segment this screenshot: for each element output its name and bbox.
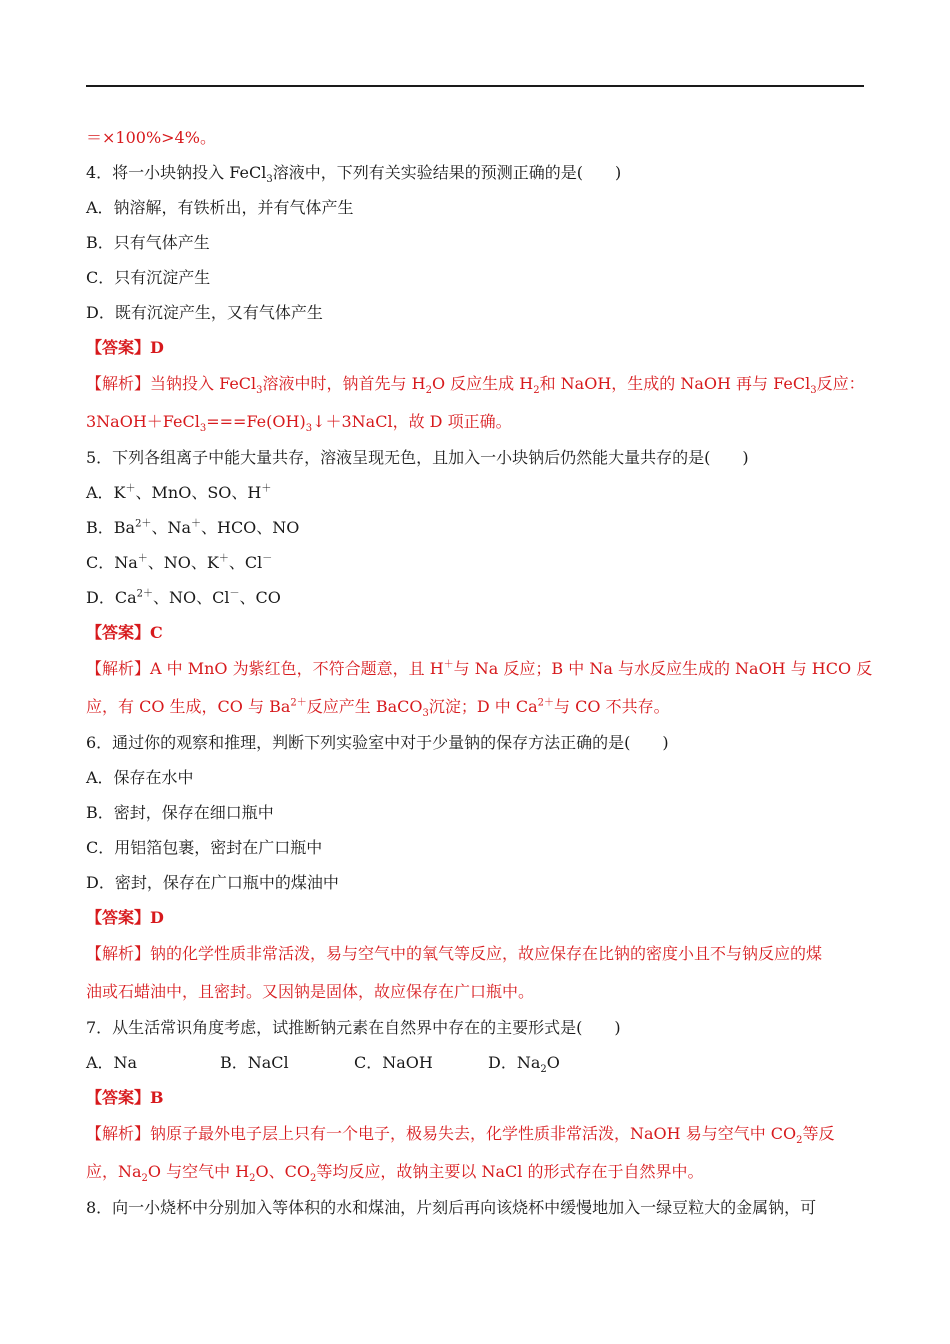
q7-explanation-2: 应，$Na_2O$ 与空气中 $H_2O$、$CO_2$等均反应，故钠主要以 NaCl 的形式存在于自然界中。 — [86, 1161, 704, 1184]
q7-option-b: B．NaCl — [220, 1053, 289, 1072]
document-body — [86, 120, 873, 1225]
continuation-line: ＝×100%>4%。 — [86, 128, 216, 147]
q4-explanation-2: $3NaOH+FeCl_3===Fe(OH)_3↓+3NaCl$，故 D 项正确。 — [86, 411, 512, 434]
q7-option-d: D．$Na_2O$ — [488, 1053, 560, 1076]
q5-stem: 5．下列各组离子中能大量共存，溶液呈现无色，且加入一小块钠后仍然能大量共存的是( ) — [86, 448, 749, 467]
q6-option-c: C．用铝箔包裹，密封在广口瓶中 — [86, 838, 323, 857]
q5-option-a: A．K＋、MnO、SO、H＋ — [86, 483, 272, 502]
q6-option-d: D．密封，保存在广口瓶中的煤油中 — [86, 873, 339, 892]
q7-stem: 7．从生活常识角度考虑，试推断钠元素在自然界中存在的主要形式是( ) — [86, 1018, 621, 1037]
q7-answer: 【答案】B — [86, 1088, 164, 1107]
q4-answer: 【答案】D — [86, 338, 164, 357]
q5-option-c: C．Na＋、NO、K＋、Cl－ — [86, 553, 273, 572]
q6-option-b: B．密封，保存在细口瓶中 — [86, 803, 274, 822]
q5-explanation-2: 应，有 CO 生成，CO 与 $Ba^{2+}$反应产生 BaCO$_3$沉淀；D 中 $Ca^{2+}$与 CO 不共存。 — [86, 696, 670, 719]
q4-stem: 4．将一小块钠投入 FeCl$_3$溶液中，下列有关实验结果的预测正确的是( ) — [86, 163, 622, 186]
q8-stem: 8．向一小烧杯中分别加入等体积的水和煤油，片刻后再向该烧杯中缓慢地加入一绿豆粒大的金属钠，可 — [86, 1198, 817, 1217]
q4-option-a: A．钠溶解，有铁析出，并有气体产生 — [86, 198, 354, 217]
q4-option-b: B．只有气体产生 — [86, 233, 210, 252]
q4-option-d: D．既有沉淀产生，又有气体产生 — [86, 303, 323, 322]
q5-answer: 【答案】C — [86, 623, 163, 642]
header-rule — [86, 85, 864, 87]
q5-option-b: B．$Ba^{2+}$、Na＋、HCO、NO — [86, 518, 300, 537]
q4-option-c: C．只有沉淀产生 — [86, 268, 211, 287]
q7-option-a: A．Na — [86, 1053, 138, 1072]
q5-explanation-1: 【解析】A 中 MnO 为紫红色，不符合题意，且 H＋与 Na 反应；B 中 Na 与水反应生成的 NaOH 与 HCO 反 — [86, 659, 873, 678]
q6-stem: 6．通过你的观察和推理，判断下列实验室中对于少量钠的保存方法正确的是( ) — [86, 733, 669, 752]
q7-explanation-1: 【解析】钠原子最外电子层上只有一个电子，极易失去，化学性质非常活泼，NaOH 易与空气中 $CO_2$等反 — [86, 1124, 835, 1147]
q4-explanation-1: 【解析】当钠投入 FeCl$_3$溶液中时，钠首先与 $H_2O$ 反应生成 $H_2$和 NaOH，生成的 NaOH 再与 FeCl$_3$反应： — [86, 374, 865, 397]
q7-option-c: C．NaOH — [354, 1053, 433, 1072]
q5-option-d: D．$Ca^{2+}$、NO、Cl－、CO — [86, 588, 281, 607]
q6-option-a: A．保存在水中 — [86, 768, 194, 787]
q6-explanation-2: 油或石蜡油中，且密封。又因钠是固体，故应保存在广口瓶中。 — [86, 981, 535, 1001]
q7-options — [86, 1045, 864, 1080]
q6-answer: 【答案】D — [86, 908, 164, 927]
q6-explanation-1: 【解析】钠的化学性质非常活泼，易与空气中的氧气等反应，故应保存在比钠的密度小且不与钠反应的煤 — [86, 944, 823, 963]
